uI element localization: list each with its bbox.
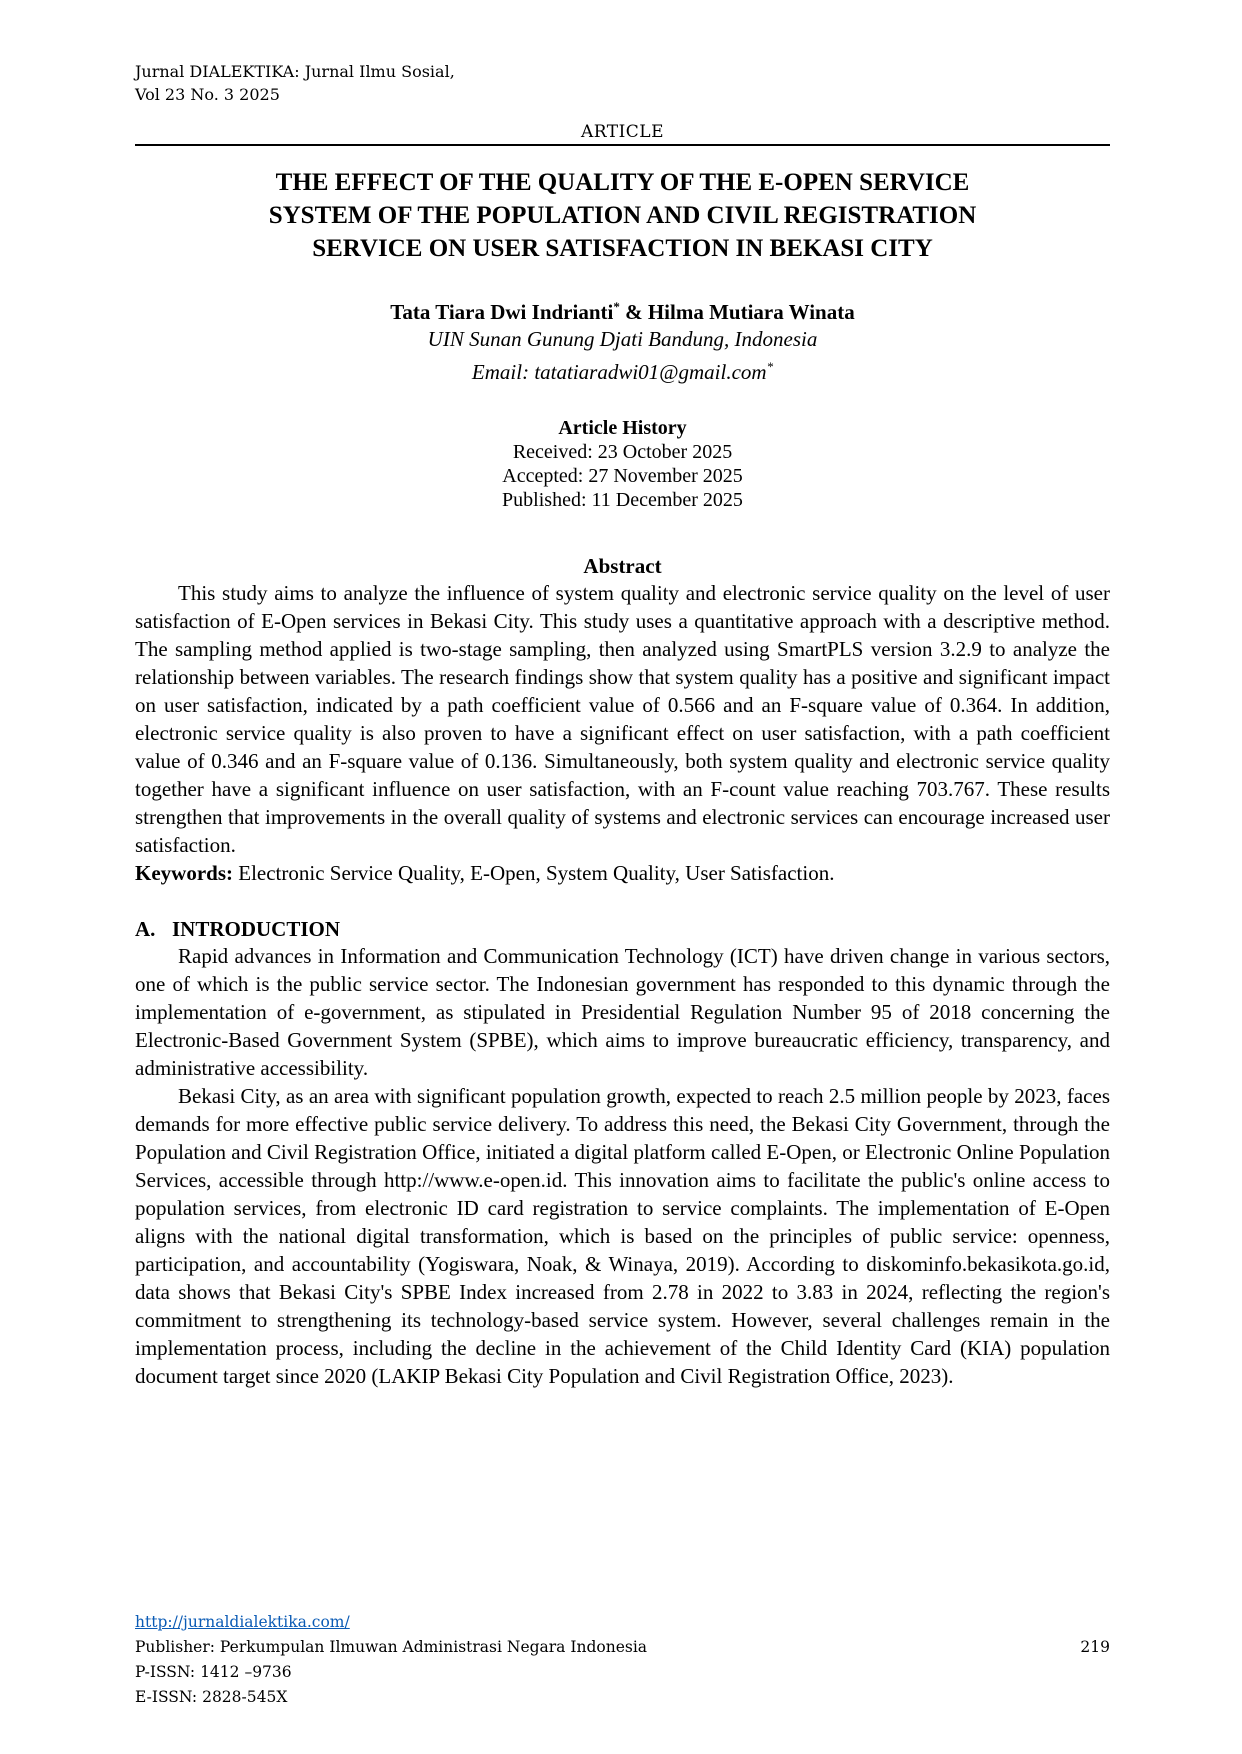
history-accepted: Accepted: 27 November 2025 [502,465,743,487]
history-published: Published: 11 December 2025 [502,489,743,511]
paper-title-line-1: THE EFFECT OF THE QUALITY OF THE E-OPEN SERVICE [275,169,970,196]
email-asterisk: * [766,359,774,374]
e-issn: E-ISSN: 2828-545X [135,1688,288,1706]
section-letter: A. [135,917,156,941]
abstract-text: This study aims to analyze the influence of system quality and electronic service quality on the level of user satisfaction of E-Open services in Bekasi City. This study uses a quantitative approach with a descriptive method. The sampling method applied is two-stage sampling, then analyzed using SmartPLS version 3.2.9 to analyze the relationship between variables. The research findings show that system quality has a positive and significant impact on user satisfaction, indicated by a path coefficient value of 0.566 and an F-square value of 0.364. In addition, electronic service quality is also proven to have a significant effect on user satisfaction, with a path coefficient value of 0.346 and an F-square value of 0.136. Simultaneously, both system quality and electronic service quality together have a significant influence on user satisfaction, with an F-count value reaching 703.767. These results strengthen that improvements in the overall quality of systems and electronic services can encourage increased user satisfaction. [135,581,1110,857]
page-header [135,60,1110,146]
paper-title-line-3: SERVICE ON USER SATISFACTION IN BEKASI CITY [312,235,933,262]
journal-info [135,60,1110,106]
article-history [135,416,1110,512]
keywords-text: Electronic Service Quality, E-Open, System Quality, User Satisfaction. [233,861,835,885]
article-type-label: ARTICLE [580,122,665,142]
authors-block [135,293,1110,386]
author-asterisk: * [613,299,620,314]
journal-title: Jurnal DIALEKTIKA: Jurnal Ilmu Sosial, [135,62,455,81]
journal-url-link[interactable]: http://jurnaldialektika.com/ [135,1613,350,1631]
p-issn: P-ISSN: 1412 –9736 [135,1663,292,1681]
affiliation: UIN Sunan Gunung Djati Bandung, Indonesia [427,327,818,351]
authors-names [135,293,1110,326]
section-heading-introduction [135,917,1110,942]
abstract-heading: Abstract [583,554,662,578]
keywords-line [135,859,1110,887]
article-history-heading: Article History [558,417,687,439]
email-line [135,353,1110,386]
email-text: Email: tatatiaradwi01@gmail.com [471,360,767,384]
publisher-line: Publisher: Perkumpulan Ilmuwan Administrasi Negara Indonesia [135,1638,648,1656]
intro-paragraph-1: Rapid advances in Information and Communication Technology (ICT) have driven change in various sectors, one of which is the public service sector. The Indonesian government has responded to this dynamic through the implementation of e-government, as stipulated in Presidential Regulation Number 95 of 2018 concerning the Electronic-Based Government System (SPBE), which aims to improve bureaucratic efficiency, transparency, and administrative accessibility. [135,944,1110,1080]
section-title: INTRODUCTION [172,917,341,941]
history-received: Received: 23 October 2025 [512,441,733,463]
intro-paragraph-2: Bekasi City, as an area with significant population growth, expected to reach 2.5 million people by 2023, faces demands for more effective public service delivery. To address this need, the Bekasi City Government, through the Population and Civil Registration Office, initiated a digital platform called E-Open, or Electronic Online Population Services, accessible through http://www.e-open.id. This innovation aims to facilitate the public's online access to population services, from electronic ID card registration to service complaints. The implementation of E-Open aligns with the national digital transformation, which is based on the principles of public service: openness, participation, and accountability (Yogiswara, Noak, & Winaya, 2019). According to diskominfo.bekasikota.go.id, data shows that Bekasi City's SPBE Index increased from 2.78 in 2022 to 3.83 in 2024, reflecting the region's commitment to strengthening its technology-based service system. However, several challenges remain in the implementation process, including the decline in the achievement of the Child Identity Card (KIA) population document target since 2020 (LAKIP Bekasi City Population and Civil Registration Office, 2023). [135,1084,1110,1388]
paper-title-line-2: SYSTEM OF THE POPULATION AND CIVIL REGISTRATION [268,202,977,229]
page-number: 219 [1080,1638,1110,1656]
keywords-label: Keywords: [135,861,233,885]
paper-title [135,166,1110,265]
journal-volume: Vol 23 No. 3 2025 [135,85,280,104]
author-2: & Hilma Mutiara Winata [619,300,855,324]
page-footer [135,1610,1110,1710]
author-1: Tata Tiara Dwi Indrianti [390,300,614,324]
